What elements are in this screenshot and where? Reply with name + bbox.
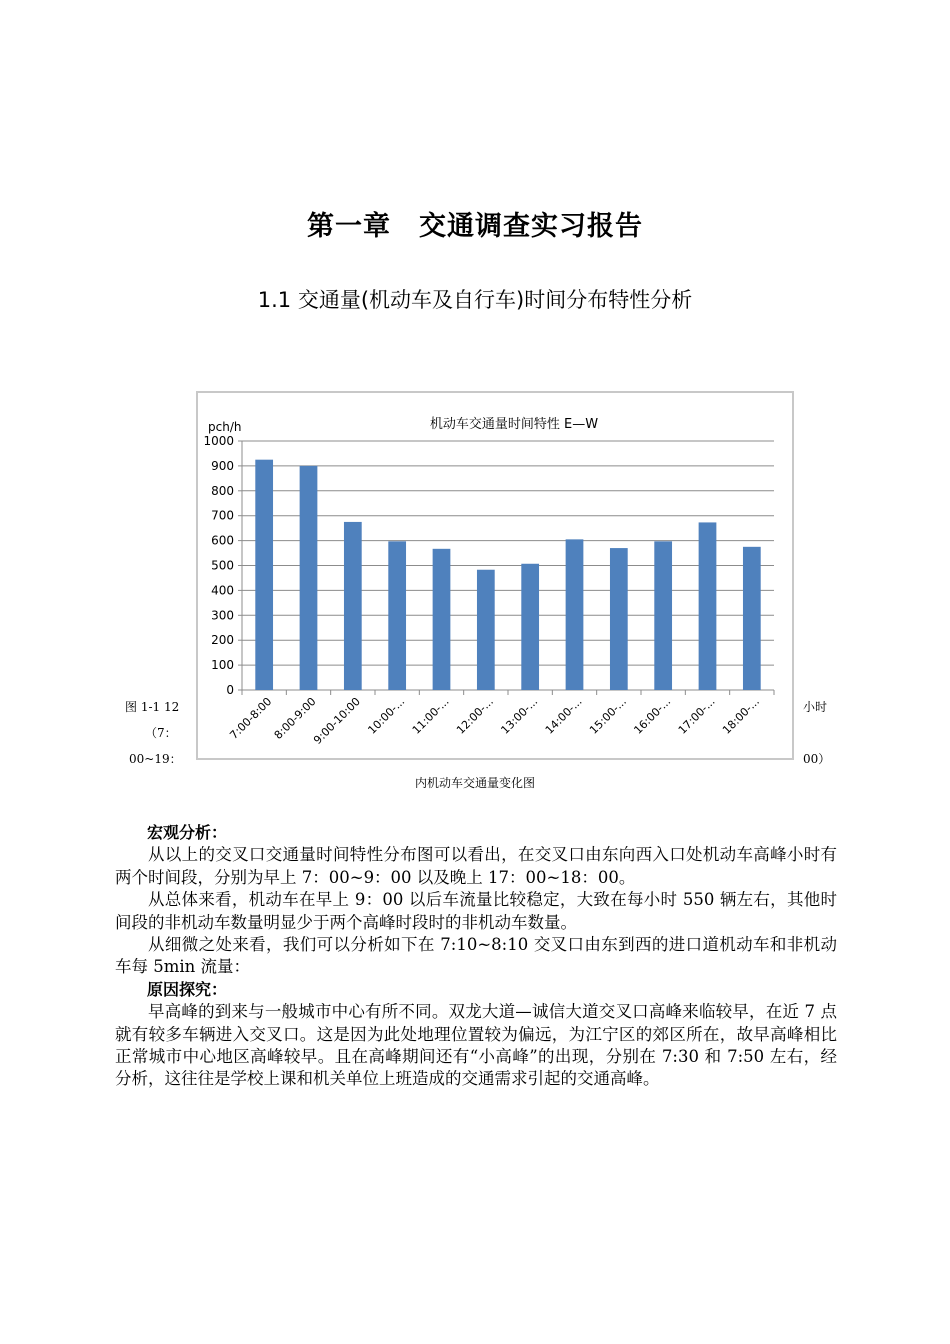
bar [743, 547, 761, 690]
y-axis-label: pch/h [208, 420, 242, 434]
y-tick-label: 100 [211, 658, 234, 673]
bar [255, 460, 273, 690]
bar [477, 570, 495, 690]
y-tick-label: 500 [211, 558, 234, 573]
figure-label-line-2: （7： [145, 726, 177, 740]
x-tick-label: 9:00-10:00 [311, 694, 363, 747]
bar [388, 541, 406, 690]
y-tick-label: 1000 [203, 434, 234, 448]
body-text [115, 822, 837, 1091]
figure-label-left [125, 700, 191, 766]
body-paragraph: 早高峰的到来与一般城市中心有所不同。双龙大道—诚信大道交叉口高峰来临较早，在近 7 点就有较多车辆进入交叉口。这是因为此处地理位置较为偏远，为江宁区的郊区所在，故早高峰相比正常城市中心地区高峰较早。且在高峰期间还有“小高峰”的出现，分别在 7:30 和 7:50 左右，经分析，这往往是学校上课和机关单位上班造成的交通需求引起的交通高峰。 [115, 1002, 837, 1089]
y-tick-label: 600 [211, 533, 234, 548]
body-paragraph: 从以上的交叉口交通量时间特性分布图可以看出，在交叉口由东向西入口处机动车高峰小时有两个时间段，分别为早上 7：00~9：00 以及晚上 17：00~18：00。 [115, 845, 837, 887]
x-tick-label: 14:00-... [542, 694, 585, 737]
bar [433, 549, 451, 690]
chart-title: 机动车交通量时间特性 E—W [429, 417, 599, 432]
chapter-title: 第一章 交通调查实习报告 [307, 211, 643, 242]
y-tick-label: 200 [211, 633, 234, 648]
y-tick-label: 0 [226, 683, 234, 697]
figure-label-line-1: 图 1-1 12 [125, 700, 180, 714]
traffic-volume-chart [198, 393, 792, 758]
x-tick-label: 17:00-... [675, 694, 718, 737]
figure-label-right-line-1: 小时 [803, 700, 828, 714]
y-tick-label: 300 [211, 608, 234, 623]
section-heading: 宏观分析： [147, 823, 228, 842]
section-title: 1.1 交通量(机动车及自行车)时间分布特性分析 [257, 288, 693, 312]
x-tick-label: 10:00-... [365, 694, 408, 737]
bar [344, 522, 362, 690]
y-tick-label: 700 [211, 508, 234, 523]
bar [610, 548, 628, 690]
x-tick-label: 12:00-... [454, 694, 496, 737]
figure-label-right [803, 700, 843, 766]
body-paragraph: 从总体来看，机动车在早上 9：00 以后车流量比较稳定，大致在每小时 550 辆左右，其他时间段的非机动车数量明显少于两个高峰时段时的非机动车数量。 [115, 890, 837, 932]
body-paragraph: 从细微之处来看，我们可以分析如下在 7:10~8:10 交叉口由东到西的进口道机动车和非机动车每 5min 流量： [115, 935, 837, 977]
section-heading: 原因探究： [147, 979, 228, 999]
y-tick-label: 900 [211, 458, 234, 473]
figure-caption: 内机动车交通量变化图 [414, 776, 535, 790]
figure-label-right-line-2: 00） [803, 752, 831, 766]
bar [699, 522, 717, 690]
x-tick-label: 7:00-8:00 [227, 694, 275, 742]
bar [654, 541, 672, 690]
bar [566, 539, 584, 690]
bar [521, 564, 539, 690]
y-tick-label: 800 [211, 483, 234, 498]
bar [300, 466, 318, 690]
y-tick-label: 400 [211, 583, 234, 598]
chart-frame [196, 391, 794, 760]
x-tick-label: 18:00-... [720, 694, 762, 737]
figure-label-line-3: 00~19： [129, 752, 182, 766]
x-tick-label: 8:00-9:00 [271, 694, 319, 742]
x-tick-label: 15:00-... [587, 694, 629, 737]
x-tick-label: 11:00-... [409, 694, 452, 737]
x-tick-label: 13:00-... [498, 694, 541, 737]
x-tick-label: 16:00-... [631, 694, 674, 737]
